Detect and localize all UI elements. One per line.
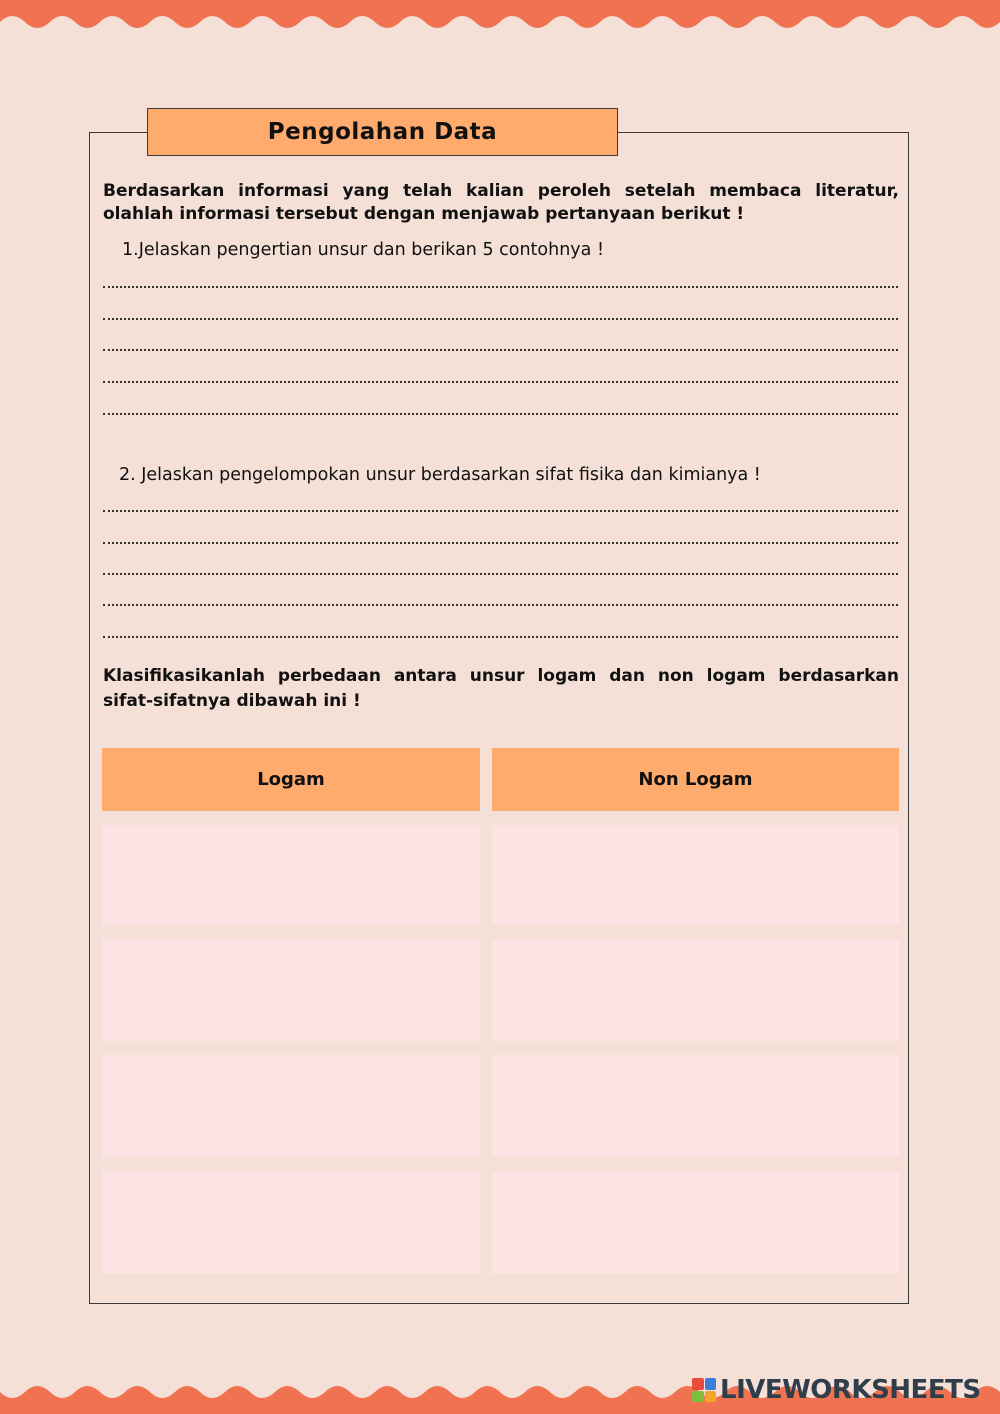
cell-logam-1[interactable] [102,825,480,925]
question-2: 2. Jelaskan pengelompokan unsur berdasarkan sifat fisika dan kimianya ! [119,465,761,485]
answer-line-q1-3[interactable] [103,349,898,351]
answer-line-q1-5[interactable] [103,413,898,415]
cell-non-logam-3[interactable] [492,1055,899,1157]
answer-line-q2-1[interactable] [103,510,898,512]
answer-line-q1-4[interactable] [103,381,898,383]
page-title: Pengolahan Data [147,108,618,156]
question-1: 1.Jelaskan pengertian unsur dan berikan 5 contohnya ! [122,240,604,260]
answer-line-q2-5[interactable] [103,636,898,638]
cell-non-logam-2[interactable] [492,939,899,1041]
header-logam: Logam [102,748,480,811]
cell-non-logam-4[interactable] [492,1171,899,1274]
cell-logam-3[interactable] [102,1055,480,1157]
answer-line-q2-2[interactable] [103,542,898,544]
answer-line-q2-4[interactable] [103,604,898,606]
cell-logam-2[interactable] [102,939,480,1041]
classification-instruction: Klasifikasikanlah perbedaan antara unsur logam dan non logam berdasarkan sifat-sifatnya dibawah ini ! [103,666,899,711]
liveworksheets-logo-icon [692,1378,716,1402]
brand-name: LIVEWORKSHEETS [720,1375,981,1405]
intro-text: Berdasarkan informasi yang telah kalian peroleh setelah membaca literatur, olahlah informasi tersebut dengan menjawab pertanyaan berikut ! [103,181,899,224]
header-non-logam: Non Logam [492,748,899,811]
answer-line-q1-1[interactable] [103,286,898,288]
cell-logam-4[interactable] [102,1171,480,1274]
liveworksheets-brand [692,1374,981,1406]
answer-line-q1-2[interactable] [103,318,898,320]
cell-non-logam-1[interactable] [492,825,899,925]
answer-line-q2-3[interactable] [103,573,898,575]
top-wave-border [0,0,1000,40]
